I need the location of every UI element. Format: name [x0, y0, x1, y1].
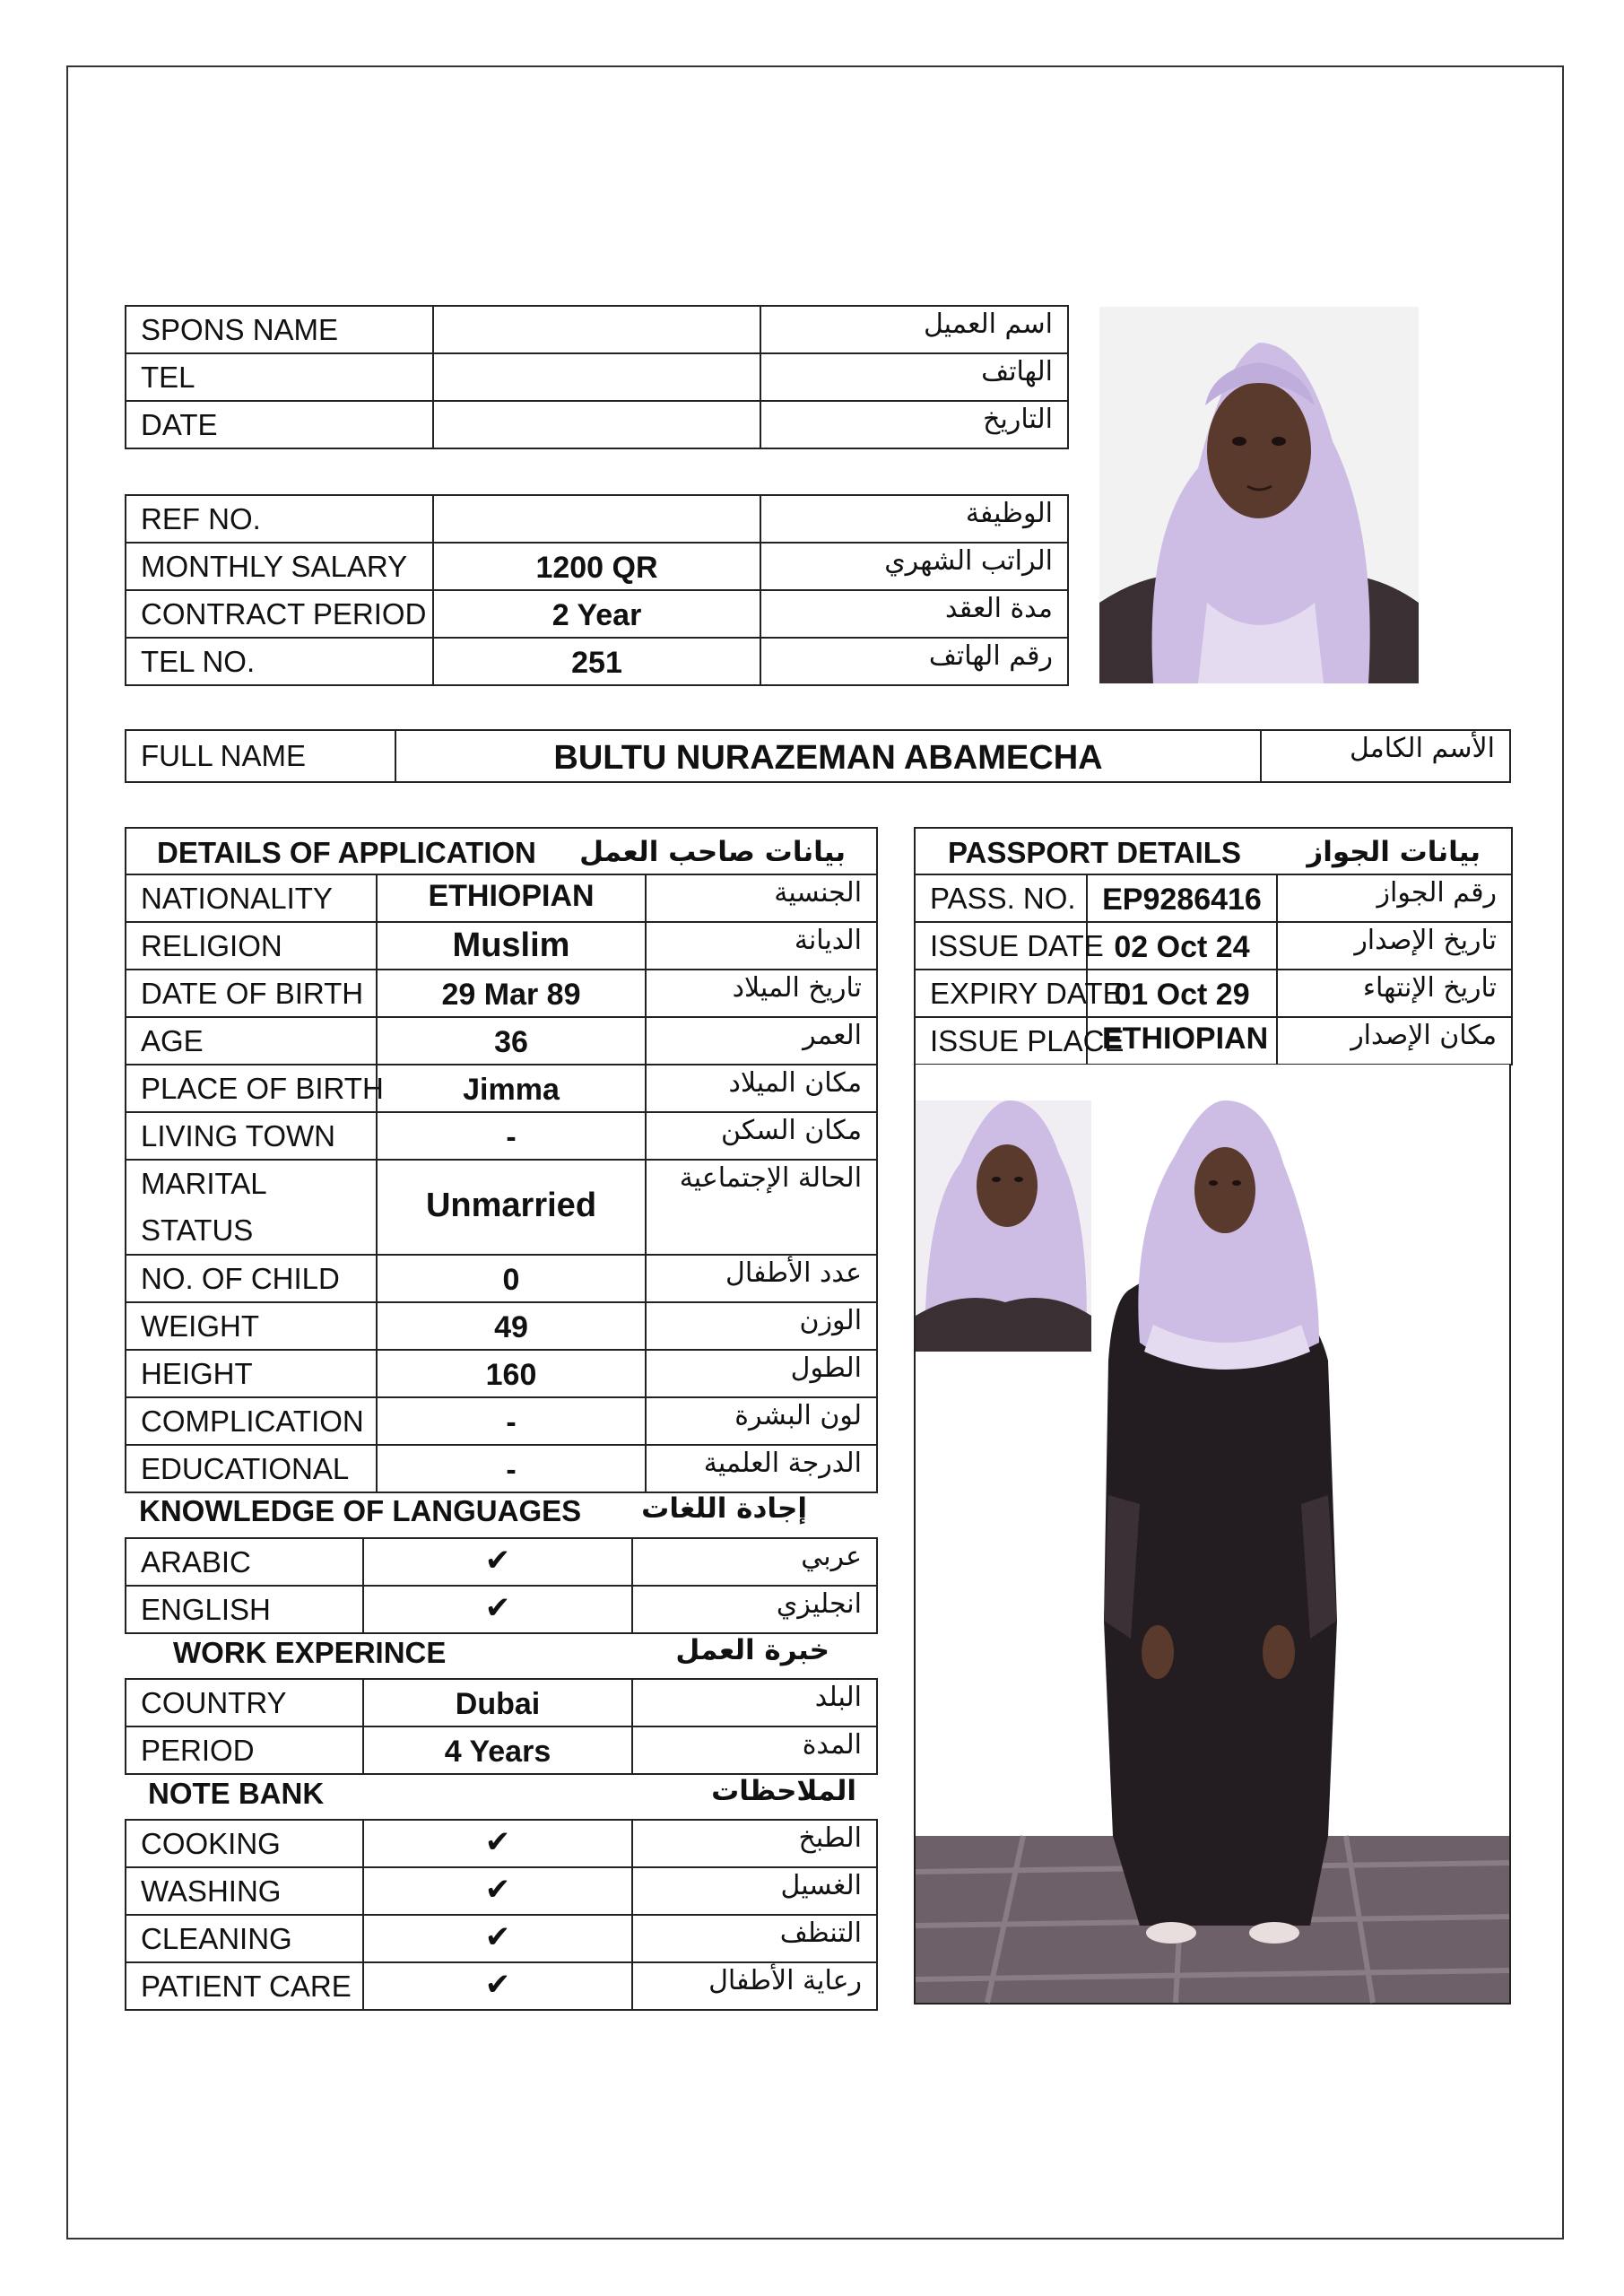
- application-title: DETAILS OF APPLICATION: [157, 836, 536, 869]
- marital-status-ar: الحالة الإجتماعية: [646, 1160, 877, 1255]
- marital-status-value: Unmarried: [377, 1160, 646, 1255]
- sponsor-name-ar: اسم العميل: [760, 306, 1068, 353]
- arabic-label: ARABIC: [126, 1538, 363, 1586]
- living-town-value: -: [377, 1112, 646, 1160]
- application-title-ar: بيانات صاحب العمل: [579, 836, 847, 868]
- tel-no-value: 251: [433, 638, 760, 685]
- educational-row: [126, 1445, 877, 1492]
- religion-label: RELIGION: [126, 922, 377, 970]
- sponsor-tel-value[interactable]: [433, 353, 760, 401]
- complication-row: [126, 1397, 877, 1445]
- sponsor-date-label: DATE: [126, 401, 433, 448]
- passport-title-ar: بيانات الجواز: [1307, 836, 1481, 868]
- monthly-salary-ar: الراتب الشهري: [760, 543, 1068, 590]
- full-name-table: [125, 729, 1511, 783]
- expiry-date-ar: تاريخ الإنتهاء: [1277, 970, 1512, 1017]
- sponsor-row-tel: [126, 353, 1068, 401]
- ref-no-label: REF NO.: [126, 495, 433, 543]
- patient-care-row: [126, 1962, 877, 2010]
- job-row-tel: [126, 638, 1068, 685]
- marital-status-row: [126, 1160, 877, 1255]
- weight-row: [126, 1302, 877, 1350]
- washing-check: ✔: [363, 1867, 632, 1915]
- full-name-row: [126, 730, 1510, 782]
- full-body-photo: [914, 1065, 1511, 2005]
- dob-value: 29 Mar 89: [377, 970, 646, 1017]
- english-label: ENGLISH: [126, 1586, 363, 1633]
- arabic-ar: عربي: [632, 1538, 877, 1586]
- children-value: 0: [377, 1255, 646, 1302]
- religion-value: Muslim: [377, 922, 646, 970]
- portrait-illustration: [1099, 307, 1419, 683]
- age-ar: العمر: [646, 1017, 877, 1065]
- monthly-salary-label: MONTHLY SALARY: [126, 543, 433, 590]
- children-label: NO. OF CHILD: [126, 1255, 377, 1302]
- washing-row: [126, 1867, 877, 1915]
- english-row: [126, 1586, 877, 1633]
- place-of-birth-ar: مكان الميلاد: [646, 1065, 877, 1112]
- issue-place-value: ETHIOPIAN: [1087, 1017, 1277, 1065]
- tel-no-ar: رقم الهاتف: [760, 638, 1068, 685]
- cleaning-label: CLEANING: [126, 1915, 363, 1962]
- full-name-ar: الأسم الكامل: [1261, 730, 1510, 782]
- cooking-ar: الطبخ: [632, 1820, 877, 1867]
- place-of-birth-row: [126, 1065, 877, 1112]
- height-value: 160: [377, 1350, 646, 1397]
- languages-title: KNOWLEDGE OF LANGUAGES: [139, 1494, 582, 1527]
- sponsor-name-value[interactable]: [433, 306, 760, 353]
- sponsor-tel-ar: الهاتف: [760, 353, 1068, 401]
- religion-row: [126, 922, 877, 970]
- contract-period-label: CONTRACT PERIOD: [126, 590, 433, 638]
- place-of-birth-label: PLACE OF BIRTH: [126, 1065, 377, 1112]
- nationality-row: [126, 874, 877, 922]
- educational-ar: الدرجة العلمية: [646, 1445, 877, 1492]
- cooking-check: ✔: [363, 1820, 632, 1867]
- cooking-row: [126, 1820, 877, 1867]
- experience-title-ar: خبرة العمل: [675, 1634, 829, 1666]
- complication-label: COMPLICATION: [126, 1397, 377, 1445]
- languages-table: [125, 1537, 878, 1634]
- nationality-ar: الجنسية: [646, 874, 877, 922]
- issue-date-label: ISSUE DATE: [915, 922, 1087, 970]
- passport-header-row: [915, 828, 1512, 874]
- cleaning-ar: التنظف: [632, 1915, 877, 1962]
- washing-ar: الغسيل: [632, 1867, 877, 1915]
- country-value: Dubai: [363, 1679, 632, 1726]
- application-table: [125, 827, 878, 1493]
- marital-status-label-line1: MARITAL: [141, 1167, 267, 1200]
- pass-no-value: EP9286416: [1087, 874, 1277, 922]
- pass-no-row: [915, 874, 1512, 922]
- contract-period-ar: مدة العقد: [760, 590, 1068, 638]
- issue-date-ar: تاريخ الإصدار: [1277, 922, 1512, 970]
- issue-place-row: [915, 1017, 1512, 1065]
- educational-value: -: [377, 1445, 646, 1492]
- sponsor-tel-label: TEL: [126, 353, 433, 401]
- job-row-salary: [126, 543, 1068, 590]
- full-name-label: FULL NAME: [126, 730, 395, 782]
- complication-value: -: [377, 1397, 646, 1445]
- experience-table: [125, 1678, 878, 1775]
- passport-title: PASSPORT DETAILS: [948, 836, 1241, 869]
- nationality-value: ETHIOPIAN: [377, 874, 646, 922]
- full-body-illustration: [916, 1065, 1509, 2003]
- job-row-ref: [126, 495, 1068, 543]
- issue-date-value: 02 Oct 24: [1087, 922, 1277, 970]
- children-row: [126, 1255, 877, 1302]
- full-name-value: BULTU NURAZEMAN ABAMECHA: [395, 730, 1261, 782]
- application-header-cell: [126, 828, 877, 874]
- period-value: 4 Years: [363, 1726, 632, 1774]
- sponsor-name-label: SPONS NAME: [126, 306, 433, 353]
- weight-label: WEIGHT: [126, 1302, 377, 1350]
- sponsor-date-ar: التاريخ: [760, 401, 1068, 448]
- expiry-date-row: [915, 970, 1512, 1017]
- job-table: [125, 494, 1069, 686]
- patient-care-ar: رعاية الأطفال: [632, 1962, 877, 2010]
- period-row: [126, 1726, 877, 1774]
- english-ar: انجليزي: [632, 1586, 877, 1633]
- patient-care-label: PATIENT CARE: [126, 1962, 363, 2010]
- issue-date-row: [915, 922, 1512, 970]
- height-ar: الطول: [646, 1350, 877, 1397]
- arabic-check: ✔: [363, 1538, 632, 1586]
- cleaning-row: [126, 1915, 877, 1962]
- passport-table: [914, 827, 1513, 1065]
- weight-value: 49: [377, 1302, 646, 1350]
- dob-row: [126, 970, 877, 1017]
- job-row-contract: [126, 590, 1068, 638]
- weight-ar: الوزن: [646, 1302, 877, 1350]
- age-label: AGE: [126, 1017, 377, 1065]
- place-of-birth-value: Jimma: [377, 1065, 646, 1112]
- sponsor-table: [125, 305, 1069, 449]
- notes-title-ar: الملاحظات: [711, 1775, 856, 1807]
- notes-table: [125, 1819, 878, 2011]
- ref-no-ar: الوظيفة: [760, 495, 1068, 543]
- pass-no-label: PASS. NO.: [915, 874, 1087, 922]
- period-ar: المدة: [632, 1726, 877, 1774]
- expiry-date-value: 01 Oct 29: [1087, 970, 1277, 1017]
- dob-ar: تاريخ الميلاد: [646, 970, 877, 1017]
- marital-status-label: [126, 1160, 377, 1255]
- languages-title-ar: إجادة اللغات: [641, 1492, 807, 1525]
- tel-no-label: TEL NO.: [126, 638, 433, 685]
- country-row: [126, 1679, 877, 1726]
- passport-header-cell: [915, 828, 1512, 874]
- country-label: COUNTRY: [126, 1679, 363, 1726]
- children-ar: عدد الأطفال: [646, 1255, 877, 1302]
- issue-place-ar: مكان الإصدار: [1277, 1017, 1512, 1065]
- experience-title: WORK EXPERINCE: [173, 1636, 447, 1669]
- educational-label: EDUCATIONAL: [126, 1445, 377, 1492]
- portrait-photo: [1099, 307, 1419, 683]
- monthly-salary-value: 1200 QR: [433, 543, 760, 590]
- contract-period-value: 2 Year: [433, 590, 760, 638]
- notes-title: NOTE BANK: [148, 1777, 325, 1810]
- sponsor-row-name: [126, 306, 1068, 353]
- age-value: 36: [377, 1017, 646, 1065]
- patient-care-check: ✔: [363, 1962, 632, 2010]
- height-row: [126, 1350, 877, 1397]
- marital-status-label-line2: STATUS: [141, 1213, 254, 1247]
- living-town-label: LIVING TOWN: [126, 1112, 377, 1160]
- living-town-row: [126, 1112, 877, 1160]
- living-town-ar: مكان السكن: [646, 1112, 877, 1160]
- country-ar: البلد: [632, 1679, 877, 1726]
- height-label: HEIGHT: [126, 1350, 377, 1397]
- dob-label: DATE OF BIRTH: [126, 970, 377, 1017]
- cooking-label: COOKING: [126, 1820, 363, 1867]
- complication-ar: لون البشرة: [646, 1397, 877, 1445]
- sponsor-row-date: [126, 401, 1068, 448]
- religion-ar: الديانة: [646, 922, 877, 970]
- ref-no-value: [433, 495, 760, 543]
- period-label: PERIOD: [126, 1726, 363, 1774]
- pass-no-ar: رقم الجواز: [1277, 874, 1512, 922]
- expiry-date-label: EXPIRY DATE: [915, 970, 1087, 1017]
- nationality-label: NATIONALITY: [126, 874, 377, 922]
- washing-label: WASHING: [126, 1867, 363, 1915]
- age-row: [126, 1017, 877, 1065]
- application-header-row: [126, 828, 877, 874]
- arabic-row: [126, 1538, 877, 1586]
- english-check: ✔: [363, 1586, 632, 1633]
- cleaning-check: ✔: [363, 1915, 632, 1962]
- sponsor-date-value[interactable]: [433, 401, 760, 448]
- issue-place-label: ISSUE PLACE: [915, 1017, 1087, 1065]
